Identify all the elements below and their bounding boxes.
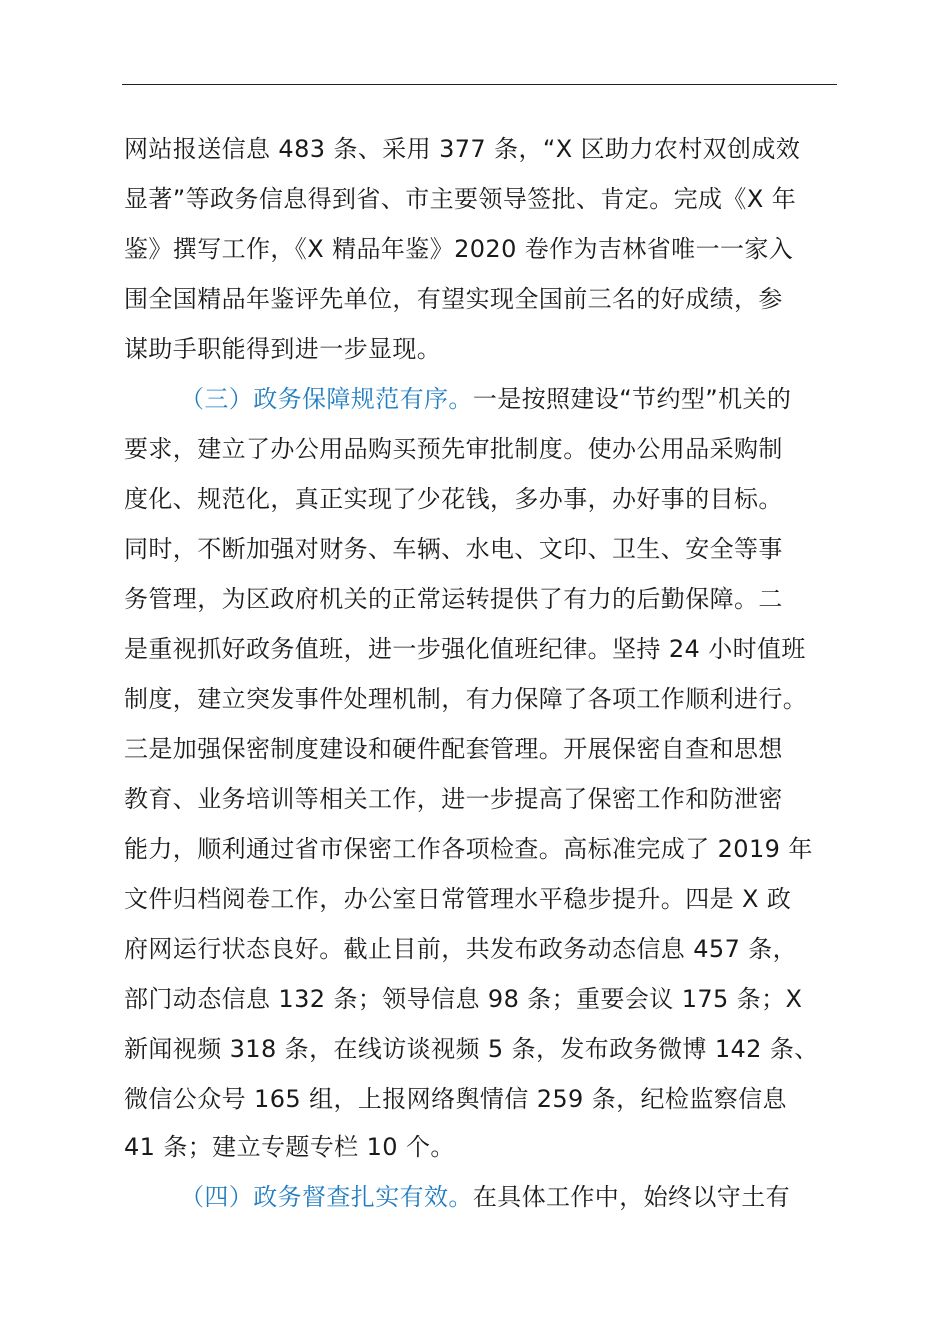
line-text: 能力，顺利通过省市保密工作各项检查。高标准完成了 2019 年 — [124, 835, 813, 863]
text-line — [124, 434, 783, 464]
line-text: 府网运行状态良好。截止目前，共发布政务动态信息 457 条， — [124, 935, 798, 963]
line-text: 要求，建立了办公用品购买预先审批制度。使办公用品采购制 — [124, 435, 783, 463]
line-text: 41 条；建立专题专栏 10 个。 — [124, 1133, 455, 1161]
line-text: 务管理，为区政府机关的正常运转提供了有力的后勤保障。二 — [124, 585, 783, 613]
text-line — [124, 984, 802, 1014]
text-line — [124, 734, 783, 764]
text-line — [124, 784, 783, 814]
line-text: 新闻视频 318 条，在线访谈视频 5 条，发布政务微博 142 条、 — [124, 1035, 819, 1063]
header-rule — [122, 84, 837, 85]
line-text: 度化、规范化，真正实现了少花钱，多办事，办好事的目标。 — [124, 485, 783, 513]
text-line — [124, 934, 797, 964]
text-line — [124, 1084, 787, 1114]
line-text: 围全国精品年鉴评先单位，有望实现全国前三名的好成绩，参 — [124, 285, 783, 313]
text-line — [124, 884, 791, 914]
line-text: 显著”等政务信息得到省、市主要领导签批、肯定。完成《X 年 — [124, 185, 797, 213]
line-text: 同时，不断加强对财务、车辆、水电、文印、卫生、安全等事 — [124, 535, 783, 563]
text-line — [124, 234, 793, 264]
line-text: 谋助手职能得到进一步显现。 — [124, 335, 442, 363]
section-heading-line — [180, 1182, 790, 1212]
line-text: 在具体工作中，始终以守土有 — [472, 1183, 791, 1211]
line-text: 网站报送信息 483 条、采用 377 条，“X 区助力农村双创成效 — [124, 135, 801, 163]
line-text: 制度，建立突发事件处理机制，有力保障了各项工作顺利进行。 — [124, 685, 808, 713]
text-line — [124, 634, 806, 664]
text-line — [124, 684, 807, 714]
line-text: 三是加强保密制度建设和硬件配套管理。开展保密自查和思想 — [124, 735, 783, 763]
text-line — [124, 284, 783, 314]
line-text: 是重视抓好政务值班，进一步强化值班纪律。坚持 24 小时值班 — [124, 635, 806, 663]
line-text: 文件归档阅卷工作，办公室日常管理水平稳步提升。四是 X 政 — [124, 885, 792, 913]
line-text: 鉴》撰写工作，《X 精品年鉴》2020 卷作为吉林省唯一一家入 — [124, 235, 794, 263]
text-line — [124, 834, 813, 864]
text-line — [124, 1034, 819, 1064]
text-line — [124, 1132, 455, 1162]
line-text: 一是按照建设“节约型”机关的 — [472, 385, 792, 413]
text-line — [124, 484, 783, 514]
text-line — [124, 534, 783, 564]
section-heading: （四）政务督查扎实有效。 — [180, 1183, 473, 1211]
section-heading-line — [180, 384, 791, 414]
section-heading: （三）政务保障规范有序。 — [180, 385, 473, 413]
text-line — [124, 584, 783, 614]
line-text: 微信公众号 165 组，上报网络舆情信 259 条，纪检监察信息 — [124, 1085, 787, 1113]
line-text: 部门动态信息 132 条；领导信息 98 条；重要会议 175 条；X — [124, 985, 803, 1013]
text-line — [124, 184, 796, 214]
line-text: 教育、业务培训等相关工作，进一步提高了保密工作和防泄密 — [124, 785, 783, 813]
text-line — [124, 334, 441, 364]
text-line — [124, 134, 800, 164]
